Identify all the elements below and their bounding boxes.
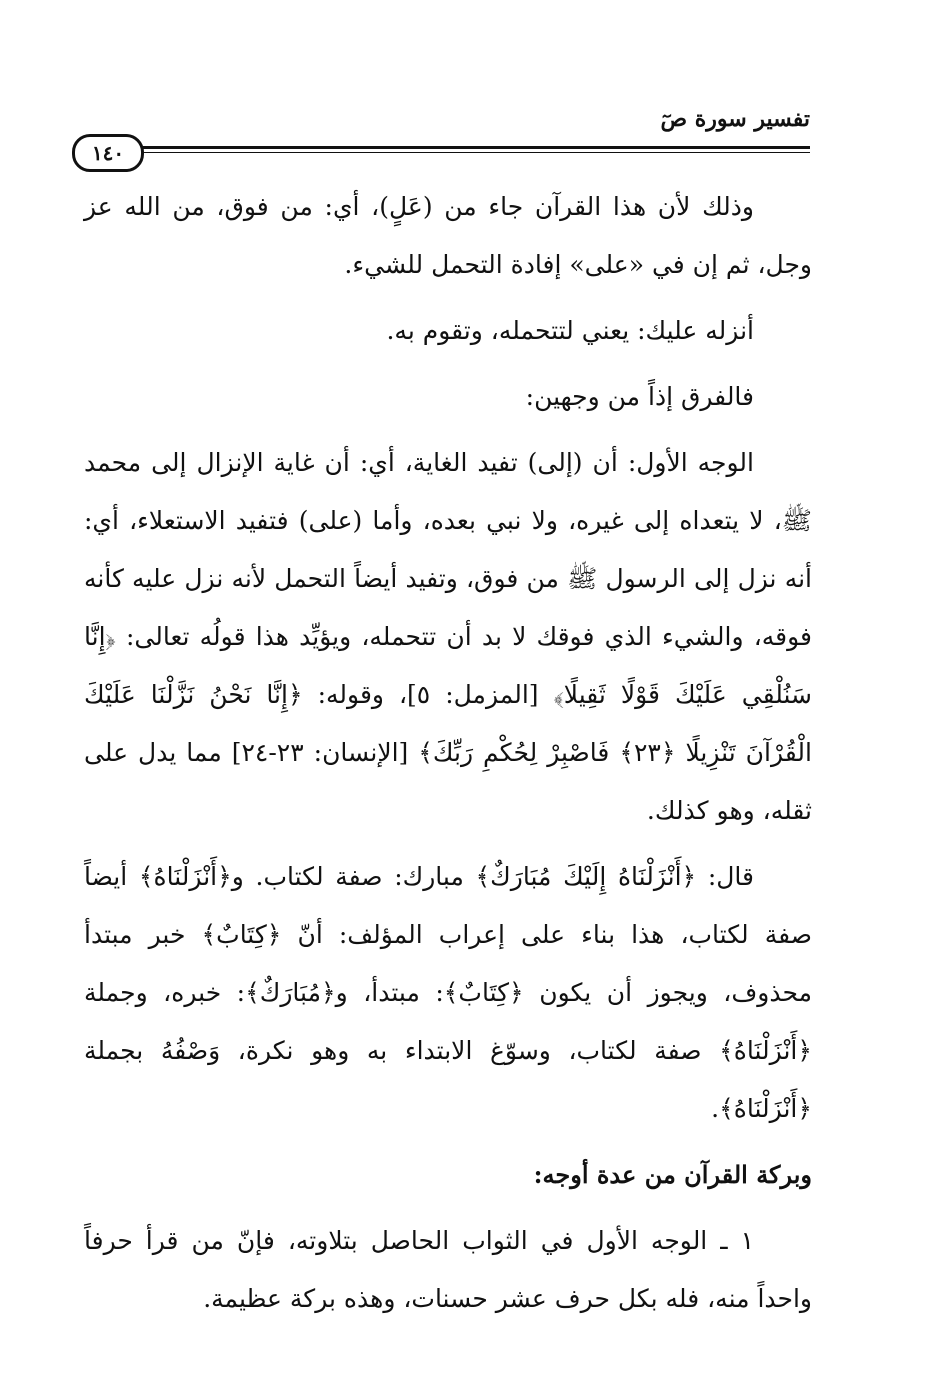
running-title: تفسير سورة صٓ [660, 106, 810, 132]
page-body [84, 178, 812, 1336]
paragraph-5: قال: ﴿أَنْزَلْنَاهُ إِلَيْكَ مُبَارَكٌ﴾ مبارك: صفة لكتاب. و﴿أَنْزَلْنَاهُ﴾ أيضاً صفة لكتاب، هذا بناء على إعراب المؤلف: أنّ ﴿كِتَابٌ﴾ خبر مبتدأ محذوف، ويجوز أن يكون ﴿كِتَابٌ﴾: مبتدأ، و﴿مُبَارَكٌ﴾: خبره، وجملة ﴿أَنْزَلْنَاهُ﴾ صفة لكتاب، وسوّغ الابتداء به وهو نكرة، وَصْفُهُ بجملة ﴿أَنْزَلْنَاهُ﴾. [84, 862, 812, 1123]
page-header [80, 100, 810, 190]
paragraph-7: ١ ـ الوجه الأول في الثواب الحاصل بتلاوته، فإنّ من قرأ حرفاً واحداً منه، فله بكل حرف عشر حسنات، وهذه بركة عظيمة. [84, 1226, 812, 1313]
paragraph-4: الوجه الأول: أن (إلى) تفيد الغاية، أي: أن غاية الإنزال إلى محمد ﷺ، لا يتعداه إلى غيره، ولا نبي بعده، وأما (على) فتفيد الاستعلاء، أي: أنه نزل إلى الرسول ﷺ من فوق، وتفيد أيضاً التحمل لأنه نزل عليه كأنه فوقه، والشيء الذي فوقك لا بد أن تتحمله، ويؤيِّد هذا قولُه تعالى: ﴿إِنَّا سَنُلْقِي عَلَيْكَ قَوْلًا ثَقِيلًا﴾ [المزمل: ٥]، وقوله: ﴿إِنَّا نَحْنُ نَزَّلْنَا عَلَيْكَ الْقُرْآنَ تَنْزِيلًا ﴿٢٣﴾ فَاصْبِرْ لِحُكْمِ رَبِّكَ﴾ [الإنسان: ٢٣-٢٤] مما يدل على ثقله، وهو كذلك. [84, 448, 813, 825]
header-rule-thin [80, 152, 810, 153]
page-number-badge: ١٤٠ [72, 134, 144, 172]
header-rule-thick [80, 146, 810, 149]
paragraph-1: وذلك لأن هذا القرآن جاء من (عَلٍ)، أي: من فوق، من الله عز وجل، ثم إن في «على» إفادة التحمل للشيء. [84, 192, 812, 279]
paragraph-2: أنزله عليك: يعني لتتحمله، وتقوم به. [386, 316, 754, 345]
paragraph-3: فالفرق إذاً من وجهين: [525, 382, 754, 411]
section-heading: وبركة القرآن من عدة أوجه: [533, 1160, 812, 1189]
